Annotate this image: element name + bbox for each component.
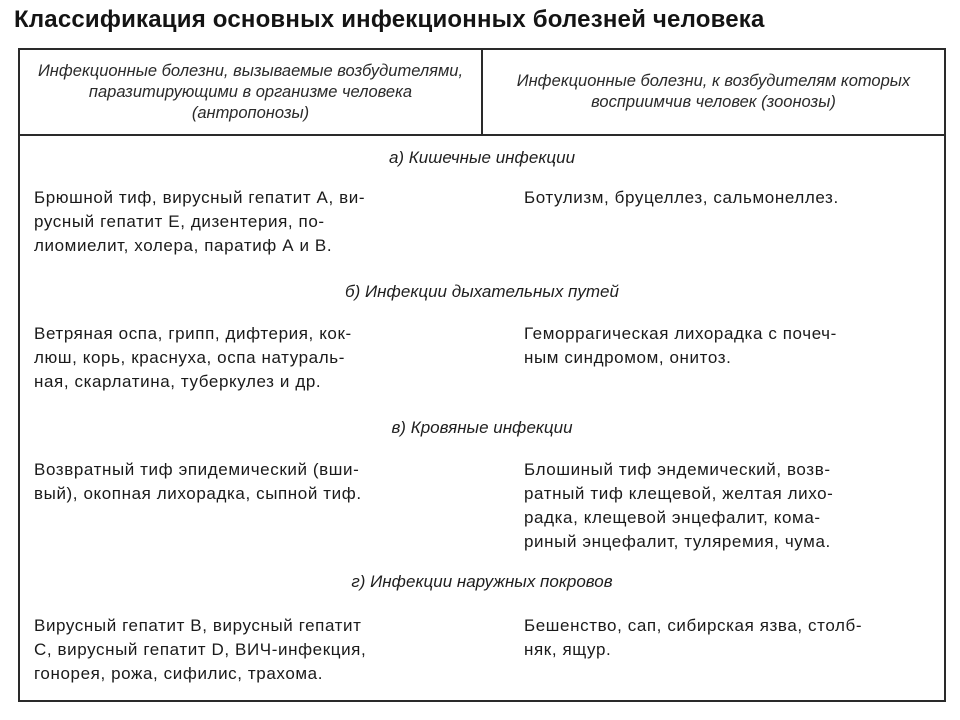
classification-table [18,48,946,702]
table-header-row [20,50,944,136]
anthroponoses-cell: Ветряная оспа, грипп, дифтерия, кок- люш, корь, краснуха, оспа натураль- ная, скарлатина, туберкулез и др. [34,324,352,391]
page-title: Классификация основных инфекционных болезней человека [14,6,765,33]
header-zoonoses: Инфекционные болезни, к возбудителям которых восприимчив человек (зоонозы) [516,72,911,111]
zoonoses-cell: Блошиный тиф эндемический, возв- ратный тиф клещевой, желтая лихо- радка, клещевой энцефалит, кома- риный энцефалит, туляремия, чума. [524,460,834,551]
section-title: б) Инфекции дыхательных путей [345,282,619,301]
zoonoses-cell: Геморрагическая лихорадка с почеч- ным синдромом, онитоз. [524,324,837,367]
zoonoses-cell: Ботулизм, бруцеллез, сальмонеллез. [524,188,839,207]
header-anthroponoses: Инфекционные болезни, вызываемые возбудителями, паразитирующими в организме человека (антропонозы) [20,50,483,134]
section-title: в) Кровяные инфекции [391,418,573,437]
anthroponoses-cell: Вирусный гепатит В, вирусный гепатит С, вирусный гепатит D, ВИЧ-инфекция, гонорея, рожа, сифилис, трахома. [34,616,367,683]
section-title: а) Кишечные инфекции [388,148,576,167]
anthroponoses-cell: Брюшной тиф, вирусный гепатит А, ви- русный гепатит Е, дизентерия, по- лиомиелит, холера, паратиф А и В. [34,188,366,255]
section-title: г) Инфекции наружных покровов [351,572,613,591]
zoonoses-cell: Бешенство, сап, сибирская язва, столб- няк, ящур. [524,616,863,659]
anthroponoses-cell: Возвратный тиф эпидемический (вши- вый), окопная лихорадка, сыпной тиф. [34,460,362,503]
